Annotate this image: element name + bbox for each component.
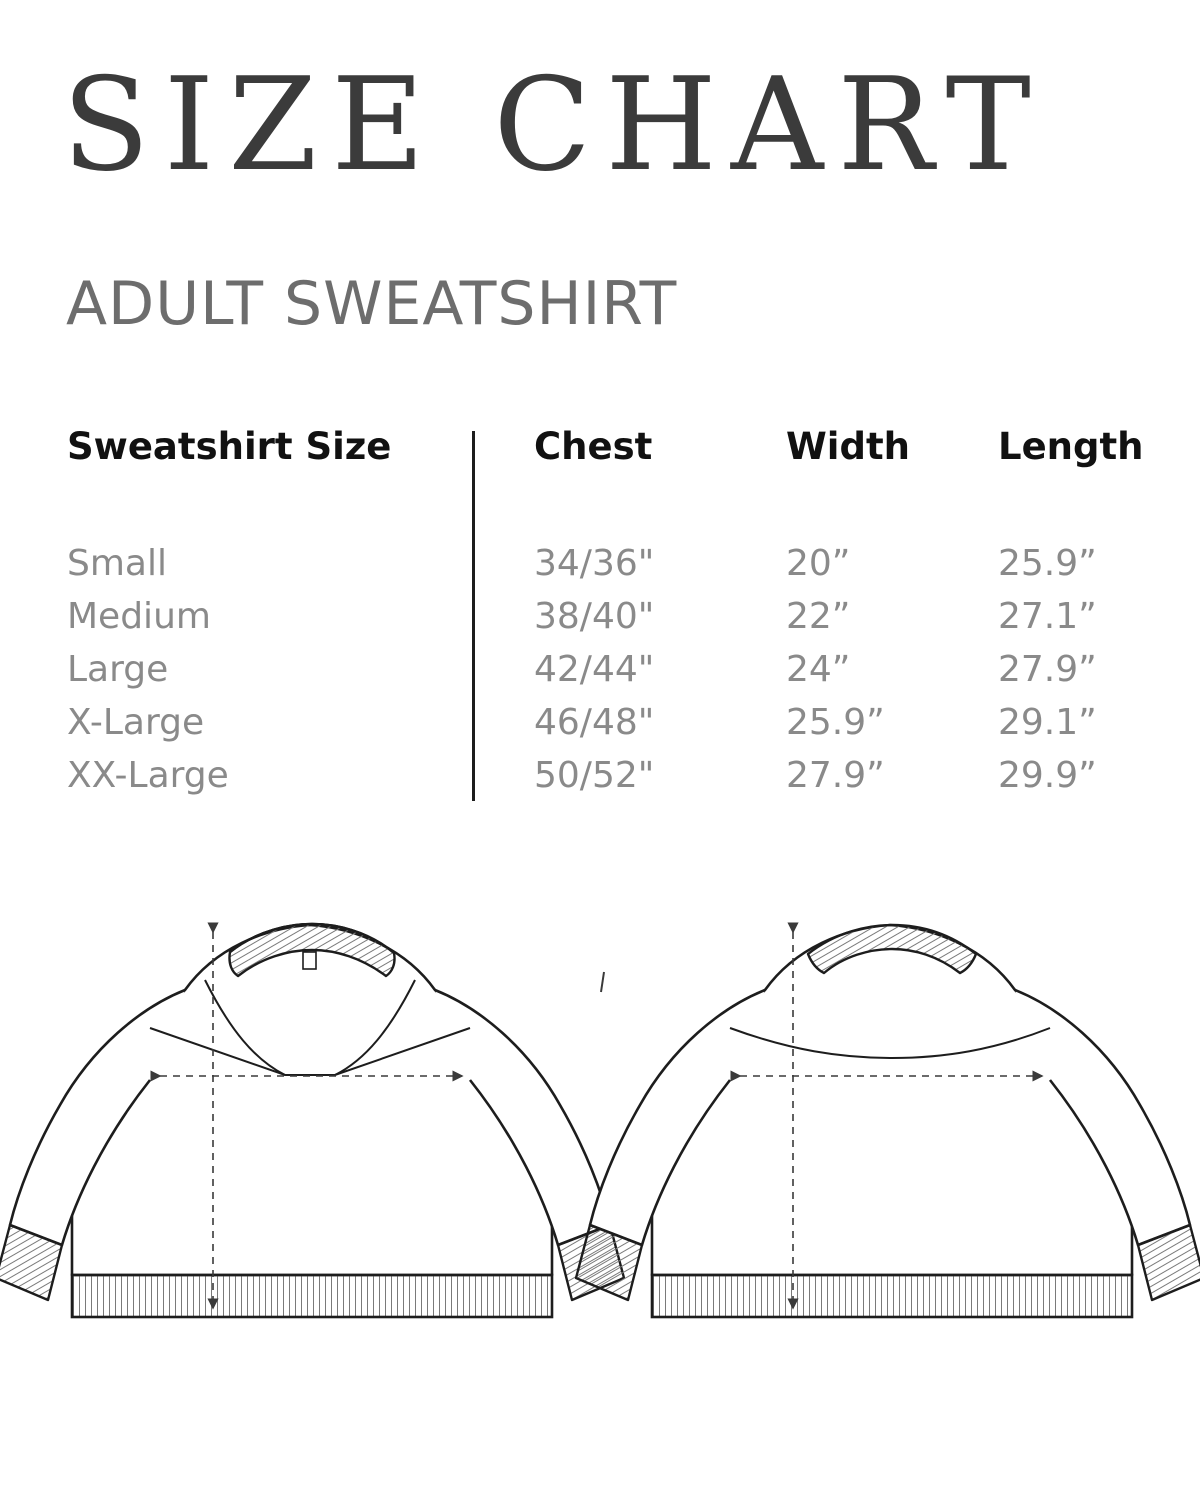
cell-width: 27.9” bbox=[786, 755, 885, 796]
column-header-length: Length bbox=[998, 425, 1144, 468]
page-subtitle: ADULT SWEATSHIRT bbox=[66, 269, 678, 339]
table-row bbox=[64, 755, 1154, 808]
page-title: SIZE CHART bbox=[62, 51, 1045, 200]
table-row bbox=[64, 543, 1154, 596]
sweatshirt-back-view bbox=[576, 925, 1200, 1317]
cell-size: Medium bbox=[67, 596, 211, 637]
size-chart-table bbox=[64, 425, 1154, 805]
sweatshirt-diagram-svg bbox=[0, 880, 1200, 1360]
cell-size: Large bbox=[67, 649, 169, 690]
cell-length: 27.9” bbox=[998, 649, 1097, 690]
cell-width: 24” bbox=[786, 649, 851, 690]
cell-length: 25.9” bbox=[998, 543, 1097, 584]
cell-chest: 50/52" bbox=[534, 755, 655, 796]
table-row bbox=[64, 596, 1154, 649]
sweatshirt-front-view bbox=[0, 924, 624, 1317]
cell-chest: 38/40" bbox=[534, 596, 655, 637]
cell-chest: 42/44" bbox=[534, 649, 655, 690]
cell-length: 29.1” bbox=[998, 702, 1097, 743]
cell-width: 22” bbox=[786, 596, 851, 637]
cell-chest: 46/48" bbox=[534, 702, 655, 743]
cell-width: 20” bbox=[786, 543, 851, 584]
column-header-size: Sweatshirt Size bbox=[67, 425, 392, 468]
column-header-width: Width bbox=[786, 425, 911, 468]
cell-chest: 34/36" bbox=[534, 543, 655, 584]
cell-length: 27.1” bbox=[998, 596, 1097, 637]
sweatshirt-illustrations bbox=[0, 880, 1200, 1360]
cell-length: 29.9” bbox=[998, 755, 1097, 796]
cell-size: Small bbox=[67, 543, 167, 584]
column-header-chest: Chest bbox=[534, 425, 653, 468]
table-row bbox=[64, 702, 1154, 755]
cell-width: 25.9” bbox=[786, 702, 885, 743]
table-body bbox=[64, 543, 1154, 808]
table-row bbox=[64, 649, 1154, 702]
cell-size: X-Large bbox=[67, 702, 205, 743]
table-header-row bbox=[64, 425, 1154, 485]
cell-size: XX-Large bbox=[67, 755, 229, 796]
